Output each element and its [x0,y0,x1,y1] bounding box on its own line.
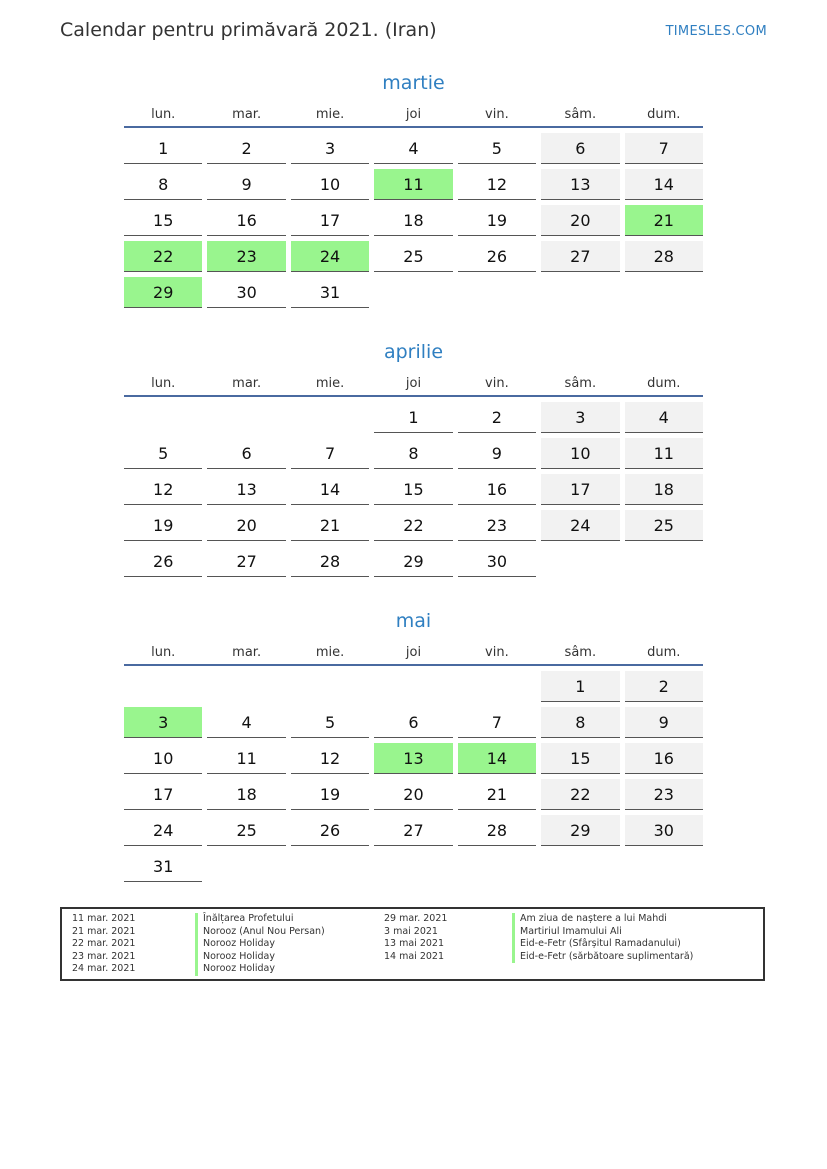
week-row [124,546,703,578]
weekend-day-cell: 7 [625,133,703,164]
day-cell: 2 [207,133,285,164]
empty-day-cell [458,671,536,702]
page-title: Calendar pentru primăvară 2021. (Iran) [60,19,437,41]
legend-names-left [195,913,385,976]
weekend-day-cell: 29 [541,815,619,846]
week-row [124,277,703,309]
weekday-label: joi [405,107,422,122]
day-cell: 18 [207,779,285,810]
day-cell: 4 [207,707,285,738]
weekend-day-cell: 13 [541,169,619,200]
week-row [124,474,703,506]
weekday-label: dum. [647,376,681,391]
legend-holiday-date: 22 mar. 2021 [72,938,136,950]
day-cell: 16 [207,205,285,236]
weekend-day-cell: 6 [541,133,619,164]
week-row [124,438,703,470]
weekday-label: vin. [485,107,509,122]
holiday-day-cell: 14 [458,743,536,774]
day-cell: 5 [124,438,202,469]
day-cell: 10 [124,743,202,774]
legend-holiday-name: Am ziua de naștere a lui Mahdi [512,913,702,926]
weekday-label: mie. [315,376,345,391]
day-cell: 29 [374,546,452,577]
day-cell: 31 [291,277,369,308]
empty-day-cell [207,671,285,702]
day-cell: 12 [291,743,369,774]
day-cell: 26 [458,241,536,272]
empty-day-cell [207,402,285,433]
month-title: aprilie [383,341,444,363]
day-cell: 1 [124,133,202,164]
weekend-day-cell: 22 [541,779,619,810]
day-cell: 6 [207,438,285,469]
weekday-header [124,644,703,664]
empty-day-cell [291,402,369,433]
weekend-day-cell: 27 [541,241,619,272]
day-cell: 2 [458,402,536,433]
month-title: martie [382,72,445,94]
weekday-label: sâm. [564,645,597,660]
week-row [124,779,703,811]
week-row [124,241,703,273]
header-divider [124,126,703,128]
weekday-label: dum. [647,645,681,660]
holiday-day-cell: 24 [291,241,369,272]
day-cell: 20 [207,510,285,541]
holiday-day-cell: 23 [207,241,285,272]
week-row [124,169,703,201]
week-row [124,815,703,847]
month-title: mai [395,610,432,632]
weekend-day-cell: 23 [625,779,703,810]
weekend-day-cell: 16 [625,743,703,774]
week-row [124,133,703,165]
day-cell: 26 [124,546,202,577]
legend-holiday-name: Înălțarea Profetului [195,913,385,926]
legend-holiday-date: 29 mar. 2021 [384,913,448,924]
empty-day-cell [374,671,452,702]
day-cell: 3 [291,133,369,164]
holiday-day-cell: 22 [124,241,202,272]
day-cell: 9 [458,438,536,469]
legend-names-right [512,913,702,963]
empty-day-cell [124,671,202,702]
day-cell: 14 [291,474,369,505]
day-cell: 18 [374,205,452,236]
holiday-day-cell: 13 [374,743,452,774]
weekend-day-cell: 28 [625,241,703,272]
weekend-day-cell: 4 [625,402,703,433]
weekend-day-cell: 10 [541,438,619,469]
legend-holiday-name: Eid-e-Fetr (sărbătoare suplimentară) [512,951,702,964]
legend-holiday-name: Norooz (Anul Nou Persan) [195,926,385,939]
weekend-day-cell: 9 [625,707,703,738]
week-row [124,671,703,703]
day-cell: 11 [207,743,285,774]
day-cell: 25 [374,241,452,272]
empty-day-cell [374,277,452,308]
legend-dates-right [384,913,504,963]
weekday-label: lun. [151,107,176,122]
week-row [124,510,703,542]
week-row [124,743,703,775]
weeks-grid [124,402,703,578]
weekend-day-cell: 18 [625,474,703,505]
empty-day-cell [124,402,202,433]
day-cell: 24 [124,815,202,846]
holiday-legend [60,907,765,981]
empty-day-cell [291,851,369,882]
week-row [124,851,703,883]
legend-holiday-name: Norooz Holiday [195,963,385,976]
day-cell: 30 [207,277,285,308]
header-divider [124,395,703,397]
empty-day-cell [541,546,619,577]
empty-day-cell [458,277,536,308]
weekend-day-cell: 1 [541,671,619,702]
month-calendar [124,609,703,887]
weeks-grid [124,671,703,883]
empty-day-cell [541,277,619,308]
day-cell: 16 [458,474,536,505]
day-cell: 1 [374,402,452,433]
weekday-header [124,375,703,395]
day-cell: 21 [291,510,369,541]
weekend-day-cell: 11 [625,438,703,469]
weekday-label: lun. [151,376,176,391]
day-cell: 25 [207,815,285,846]
day-cell: 17 [124,779,202,810]
day-cell: 22 [374,510,452,541]
legend-holiday-date: 23 mar. 2021 [72,950,136,962]
day-cell: 10 [291,169,369,200]
weekend-day-cell: 25 [625,510,703,541]
weekend-day-cell: 24 [541,510,619,541]
weekday-label: vin. [485,376,509,391]
weekday-label: lun. [151,645,176,660]
brand-link[interactable]: TIMESLES.COM [665,24,767,39]
day-cell: 28 [458,815,536,846]
day-cell: 23 [458,510,536,541]
day-cell: 12 [124,474,202,505]
week-row [124,402,703,434]
day-cell: 26 [291,815,369,846]
weekend-day-cell: 20 [541,205,619,236]
legend-holiday-date: 11 mar. 2021 [72,913,136,924]
header-divider [124,664,703,666]
weekday-label: mar. [232,376,262,391]
empty-day-cell [625,277,703,308]
weekend-day-cell: 17 [541,474,619,505]
weekday-label: vin. [485,645,509,660]
day-cell: 19 [458,205,536,236]
holiday-day-cell: 29 [124,277,202,308]
weekend-day-cell: 2 [625,671,703,702]
day-cell: 9 [207,169,285,200]
empty-day-cell [458,851,536,882]
day-cell: 15 [374,474,452,505]
empty-day-cell [625,546,703,577]
empty-day-cell [541,851,619,882]
empty-day-cell [625,851,703,882]
weekday-label: mie. [315,107,345,122]
empty-day-cell [374,851,452,882]
legend-holiday-date: 14 mai 2021 [384,950,445,962]
weekday-label: dum. [647,107,681,122]
weeks-grid [124,133,703,309]
weekend-day-cell: 14 [625,169,703,200]
day-cell: 27 [207,546,285,577]
weekday-label: sâm. [564,376,597,391]
empty-day-cell [207,851,285,882]
empty-day-cell [291,671,369,702]
legend-holiday-name: Norooz Holiday [195,938,385,951]
day-cell: 6 [374,707,452,738]
day-cell: 31 [124,851,202,882]
legend-holiday-name: Martiriul Imamului Ali [512,926,702,939]
month-calendar [124,71,703,313]
legend-holiday-date: 3 mai 2021 [384,925,438,937]
legend-holiday-date: 13 mai 2021 [384,938,445,950]
weekday-label: joi [405,645,422,660]
day-cell: 7 [291,438,369,469]
weekday-label: joi [405,376,422,391]
week-row [124,707,703,739]
day-cell: 8 [374,438,452,469]
weekend-day-cell: 15 [541,743,619,774]
day-cell: 4 [374,133,452,164]
weekday-header [124,106,703,126]
day-cell: 13 [207,474,285,505]
day-cell: 5 [458,133,536,164]
day-cell: 20 [374,779,452,810]
day-cell: 17 [291,205,369,236]
weekday-label: sâm. [564,107,597,122]
weekend-day-cell: 30 [625,815,703,846]
holiday-day-cell: 21 [625,205,703,236]
day-cell: 12 [458,169,536,200]
day-cell: 5 [291,707,369,738]
month-calendar [124,340,703,582]
legend-holiday-name: Eid-e-Fetr (Sfârșitul Ramadanului) [512,938,702,951]
legend-holiday-date: 21 mar. 2021 [72,925,136,937]
holiday-day-cell: 3 [124,707,202,738]
legend-holiday-name: Norooz Holiday [195,951,385,964]
legend-dates-left [72,913,192,976]
weekday-label: mar. [232,645,262,660]
day-cell: 27 [374,815,452,846]
holiday-day-cell: 11 [374,169,452,200]
weekend-day-cell: 3 [541,402,619,433]
weekend-day-cell: 8 [541,707,619,738]
day-cell: 15 [124,205,202,236]
day-cell: 7 [458,707,536,738]
day-cell: 19 [124,510,202,541]
day-cell: 30 [458,546,536,577]
day-cell: 8 [124,169,202,200]
legend-holiday-date: 24 mar. 2021 [72,963,136,975]
day-cell: 21 [458,779,536,810]
weekday-label: mar. [232,107,262,122]
day-cell: 19 [291,779,369,810]
week-row [124,205,703,237]
weekday-label: mie. [315,645,345,660]
day-cell: 28 [291,546,369,577]
